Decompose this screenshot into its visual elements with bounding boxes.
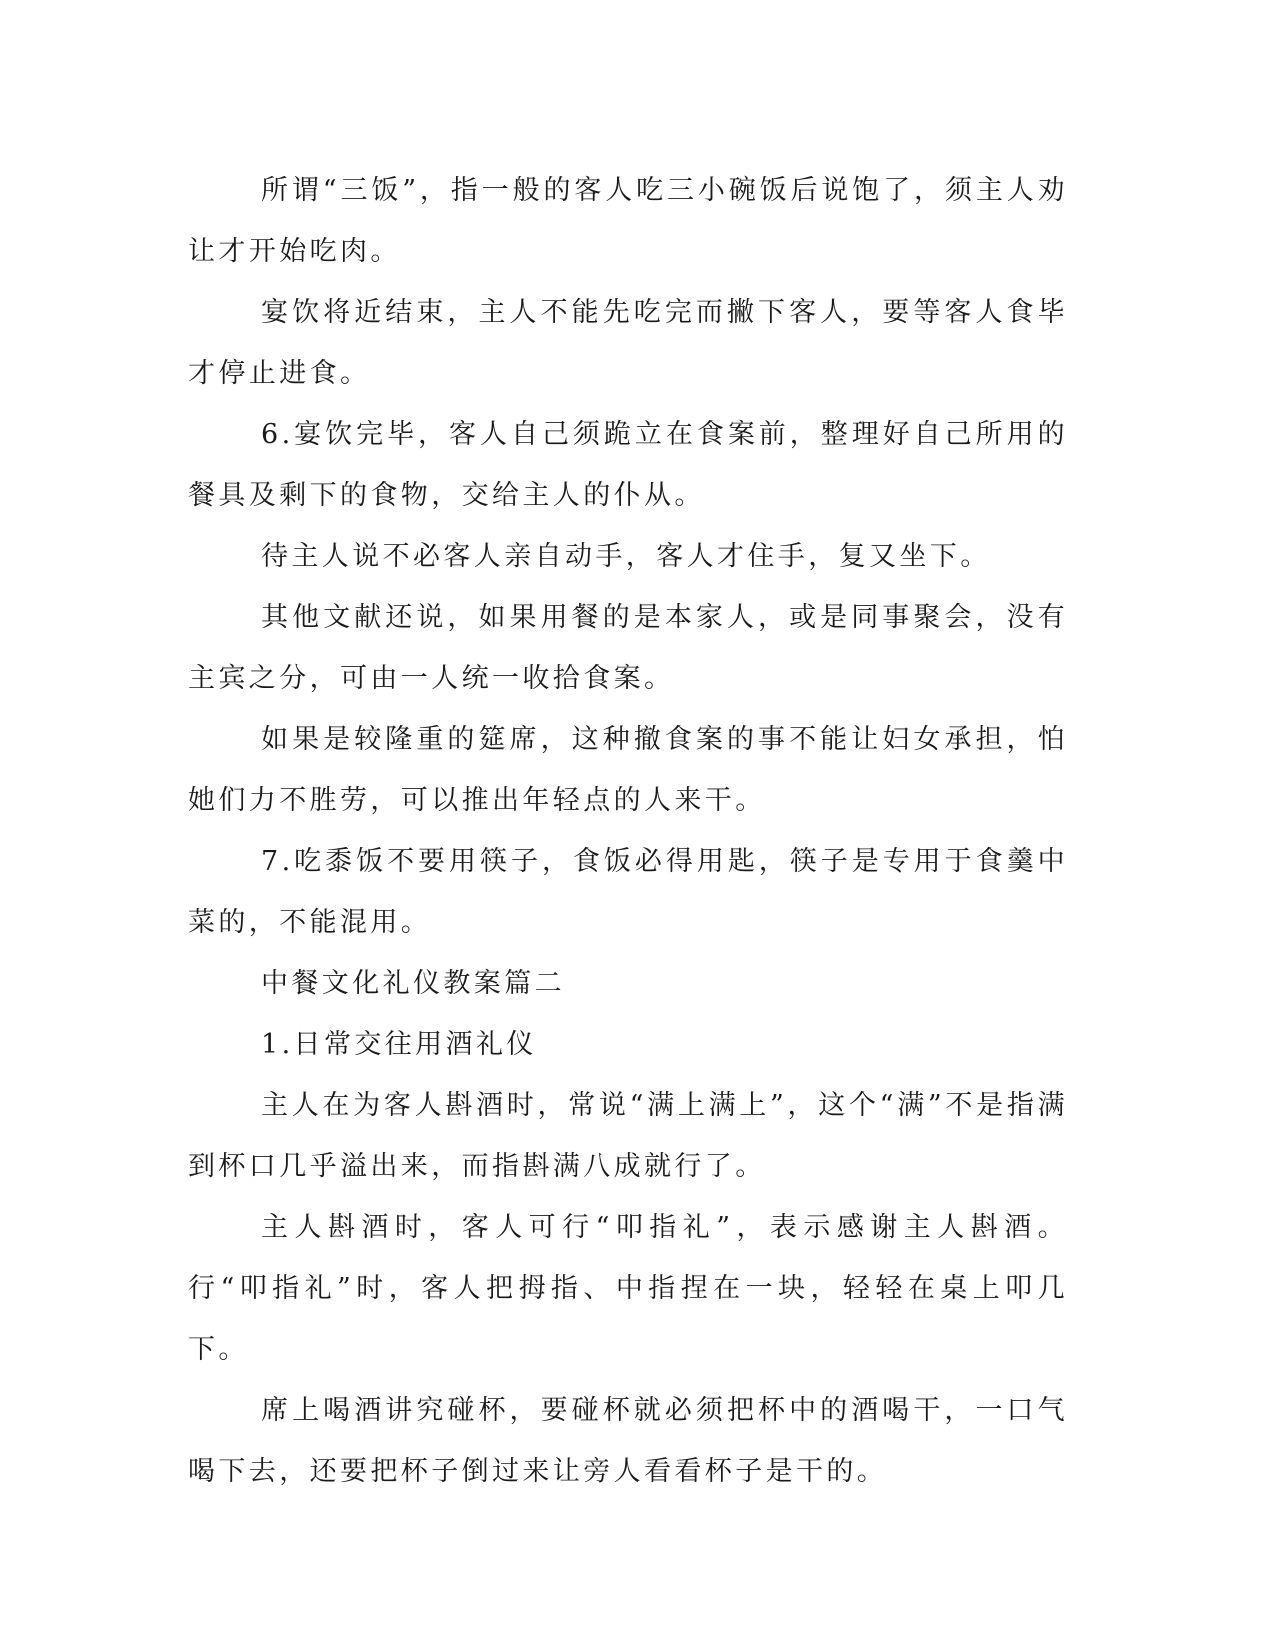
- paragraph-finger-tap: 主人斟酒时，客人可行“叩指礼”，表示感谢主人斟酒。行“叩指礼”时，客人把拇指、中指捏在一块，轻轻在桌上叩几下。: [188, 1212, 1068, 1365]
- paragraph-banquet-ending: 宴饮将近结束，主人不能先吃完而撇下客人，要等客人食毕才停止进食。: [188, 297, 1068, 389]
- document-body: [188, 160, 1068, 1502]
- paragraph-pouring-wine: 主人在为客人斟酒时，常说“满上满上”，这个“满”不是指满到杯口几乎溢出来，而指斟满八成就行了。: [188, 1090, 1068, 1182]
- paragraph-host-says: 待主人说不必客人亲自动手，客人才住手，复又坐下。: [261, 541, 991, 572]
- paragraph-other-literature: 其他文献还说，如果用餐的是本家人，或是同事聚会，没有主宾之分，可由一人统一收拾食案。: [188, 602, 1068, 694]
- paragraph-san-fan: 所谓“三饭”，指一般的客人吃三小碗饭后说饱了，须主人劝让才开始吃肉。: [188, 175, 1068, 267]
- paragraph-item-6: 6.宴饮完毕，客人自己须跪立在食案前，整理好自己所用的餐具及剩下的食物，交给主人的仆从。: [188, 419, 1068, 511]
- paragraph-item-7: 7.吃黍饭不要用筷子，食饭必得用匙，筷子是专用于食羹中菜的，不能混用。: [188, 846, 1068, 938]
- paragraph-formal-banquet: 如果是较隆重的筵席，这种撤食案的事不能让妇女承担，怕她们力不胜劳，可以推出年轻点的人来干。: [188, 724, 1068, 816]
- paragraph-toasting: 席上喝酒讲究碰杯，要碰杯就必须把杯中的酒喝干，一口气喝下去，还要把杯子倒过来让旁人看看杯子是干的。: [188, 1395, 1068, 1487]
- subsection-heading: 1.日常交往用酒礼仪: [261, 1029, 537, 1060]
- section-heading: 中餐文化礼仪教案篇二: [261, 968, 565, 999]
